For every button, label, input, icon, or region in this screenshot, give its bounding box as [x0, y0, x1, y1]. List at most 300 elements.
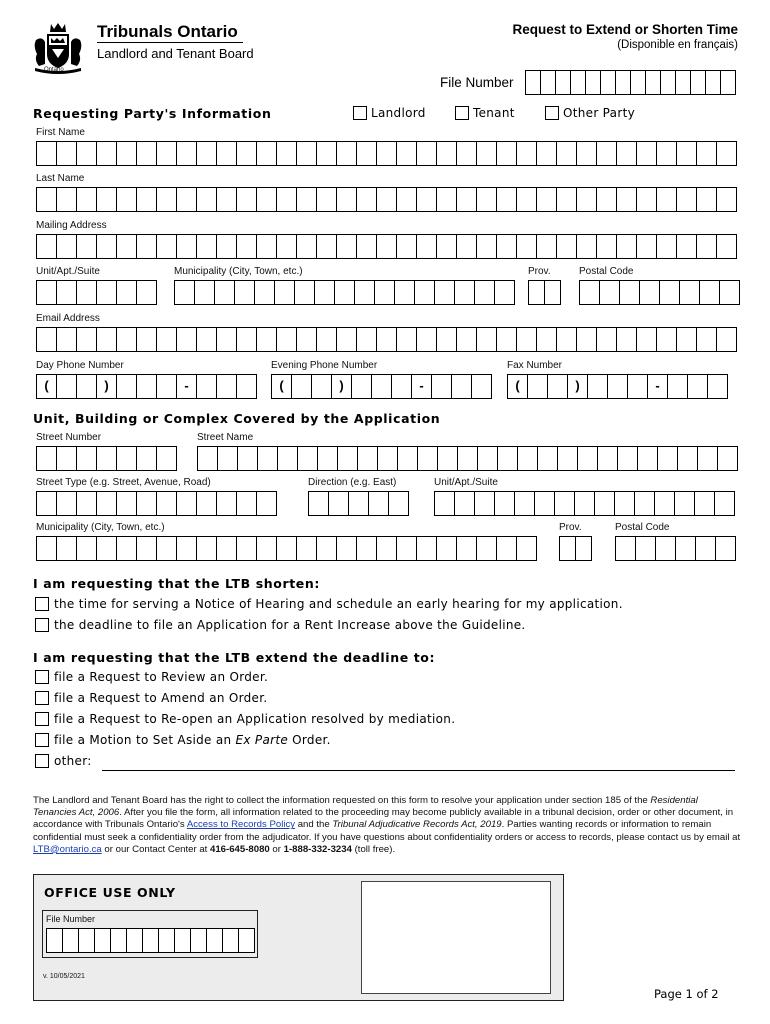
char-box[interactable] — [117, 141, 137, 166]
extend-review-checkbox[interactable] — [35, 670, 49, 684]
char-box[interactable] — [237, 327, 257, 352]
char-box[interactable] — [97, 327, 117, 352]
char-box[interactable] — [157, 446, 177, 471]
char-box[interactable] — [601, 70, 616, 95]
char-box[interactable] — [318, 446, 338, 471]
char-box[interactable] — [535, 491, 555, 516]
char-box[interactable] — [518, 446, 538, 471]
char-box[interactable] — [677, 187, 697, 212]
char-box[interactable] — [157, 327, 177, 352]
char-box[interactable] — [157, 491, 177, 516]
char-box[interactable] — [298, 446, 318, 471]
char-box[interactable] — [277, 327, 297, 352]
char-box[interactable] — [297, 141, 317, 166]
char-box[interactable] — [57, 327, 77, 352]
phone-dash[interactable]: - — [648, 374, 668, 399]
prov-field[interactable] — [528, 280, 561, 305]
area-code-close-paren[interactable]: ) — [97, 374, 117, 399]
char-box[interactable] — [257, 234, 277, 259]
area-code-close-paren[interactable]: ) — [568, 374, 588, 399]
char-box[interactable] — [457, 536, 477, 561]
shorten-notice-checkbox[interactable] — [35, 597, 49, 611]
char-box[interactable] — [197, 234, 217, 259]
char-box[interactable] — [537, 234, 557, 259]
phone-dash[interactable]: - — [412, 374, 432, 399]
char-box[interactable] — [297, 234, 317, 259]
char-box[interactable] — [315, 280, 335, 305]
char-box[interactable] — [437, 187, 457, 212]
char-box[interactable] — [57, 491, 77, 516]
char-box[interactable] — [477, 327, 497, 352]
char-box[interactable] — [517, 187, 537, 212]
char-box[interactable] — [616, 536, 636, 561]
char-box[interactable] — [297, 327, 317, 352]
char-box[interactable] — [378, 446, 398, 471]
char-box[interactable] — [618, 446, 638, 471]
char-box[interactable] — [218, 446, 238, 471]
char-box[interactable] — [77, 187, 97, 212]
char-box[interactable] — [157, 374, 177, 399]
char-box[interactable] — [215, 280, 235, 305]
char-box[interactable] — [97, 187, 117, 212]
char-box[interactable] — [397, 327, 417, 352]
char-box[interactable] — [418, 446, 438, 471]
last-name-field[interactable] — [36, 187, 737, 212]
char-box[interactable] — [317, 327, 337, 352]
char-box[interactable] — [708, 374, 728, 399]
char-box[interactable] — [238, 446, 258, 471]
char-box[interactable] — [337, 187, 357, 212]
char-box[interactable] — [137, 374, 157, 399]
char-box[interactable] — [577, 234, 597, 259]
char-box[interactable] — [695, 491, 715, 516]
char-box[interactable] — [197, 536, 217, 561]
char-box[interactable] — [475, 491, 495, 516]
char-box[interactable] — [117, 234, 137, 259]
char-box[interactable] — [237, 187, 257, 212]
char-box[interactable] — [57, 234, 77, 259]
char-box[interactable] — [191, 928, 207, 953]
char-box[interactable] — [37, 187, 57, 212]
char-box[interactable] — [377, 187, 397, 212]
char-box[interactable] — [660, 280, 680, 305]
char-box[interactable] — [37, 536, 57, 561]
char-box[interactable] — [338, 446, 358, 471]
char-box[interactable] — [237, 234, 257, 259]
char-box[interactable] — [472, 374, 492, 399]
char-box[interactable] — [77, 280, 97, 305]
char-box[interactable] — [457, 234, 477, 259]
char-box[interactable] — [698, 446, 718, 471]
char-box[interactable] — [157, 141, 177, 166]
char-box[interactable] — [397, 141, 417, 166]
char-box[interactable] — [177, 491, 197, 516]
office-file-number-field[interactable] — [46, 928, 255, 953]
char-box[interactable] — [580, 280, 600, 305]
char-box[interactable] — [637, 234, 657, 259]
char-box[interactable] — [577, 327, 597, 352]
char-box[interactable] — [57, 536, 77, 561]
char-box[interactable] — [37, 234, 57, 259]
char-box[interactable] — [37, 327, 57, 352]
char-box[interactable] — [275, 280, 295, 305]
char-box[interactable] — [578, 446, 598, 471]
char-box[interactable] — [177, 141, 197, 166]
char-box[interactable] — [597, 187, 617, 212]
char-box[interactable] — [715, 491, 735, 516]
char-box[interactable] — [217, 536, 237, 561]
char-box[interactable] — [117, 187, 137, 212]
char-box[interactable] — [696, 536, 716, 561]
char-box[interactable] — [597, 141, 617, 166]
char-box[interactable] — [586, 70, 601, 95]
char-box[interactable] — [278, 446, 298, 471]
char-box[interactable] — [237, 536, 257, 561]
tenant-checkbox[interactable] — [455, 106, 469, 120]
char-box[interactable] — [435, 280, 455, 305]
char-box[interactable] — [717, 187, 737, 212]
char-box[interactable] — [676, 70, 691, 95]
char-box[interactable] — [177, 187, 197, 212]
char-box[interactable] — [638, 446, 658, 471]
char-box[interactable] — [697, 327, 717, 352]
char-box[interactable] — [497, 536, 517, 561]
email-field[interactable] — [36, 327, 737, 352]
char-box[interactable] — [77, 491, 97, 516]
char-box[interactable] — [177, 234, 197, 259]
char-box[interactable] — [137, 446, 157, 471]
char-box[interactable] — [721, 70, 736, 95]
char-box[interactable] — [111, 928, 127, 953]
char-box[interactable] — [77, 536, 97, 561]
char-box[interactable] — [337, 234, 357, 259]
char-box[interactable] — [437, 327, 457, 352]
char-box[interactable] — [478, 446, 498, 471]
char-box[interactable] — [397, 187, 417, 212]
char-box[interactable] — [97, 280, 117, 305]
char-box[interactable] — [617, 327, 637, 352]
char-box[interactable] — [277, 536, 297, 561]
char-box[interactable] — [557, 141, 577, 166]
char-box[interactable] — [57, 141, 77, 166]
char-box[interactable] — [357, 536, 377, 561]
char-box[interactable] — [137, 187, 157, 212]
char-box[interactable] — [597, 234, 617, 259]
char-box[interactable] — [438, 446, 458, 471]
char-box[interactable] — [637, 187, 657, 212]
char-box[interactable] — [177, 327, 197, 352]
char-box[interactable] — [435, 491, 455, 516]
char-box[interactable] — [235, 280, 255, 305]
char-box[interactable] — [717, 234, 737, 259]
char-box[interactable] — [377, 141, 397, 166]
char-box[interactable] — [700, 280, 720, 305]
char-box[interactable] — [555, 491, 575, 516]
char-box[interactable] — [437, 536, 457, 561]
char-box[interactable] — [377, 234, 397, 259]
char-box[interactable] — [631, 70, 646, 95]
evening-phone-field[interactable] — [271, 374, 492, 399]
other-party-checkbox[interactable] — [545, 106, 559, 120]
char-box[interactable] — [455, 280, 475, 305]
char-box[interactable] — [317, 187, 337, 212]
char-box[interactable] — [541, 70, 556, 95]
char-box[interactable] — [635, 491, 655, 516]
char-box[interactable] — [137, 536, 157, 561]
char-box[interactable] — [397, 234, 417, 259]
unit-municipality-field[interactable] — [36, 536, 537, 561]
char-box[interactable] — [358, 446, 378, 471]
char-box[interactable] — [237, 374, 257, 399]
char-box[interactable] — [477, 187, 497, 212]
char-box[interactable] — [697, 187, 717, 212]
unit-apt-field[interactable] — [434, 491, 735, 516]
char-box[interactable] — [77, 327, 97, 352]
char-box[interactable] — [392, 374, 412, 399]
char-box[interactable] — [157, 536, 177, 561]
char-box[interactable] — [77, 234, 97, 259]
char-box[interactable] — [716, 536, 736, 561]
char-box[interactable] — [57, 446, 77, 471]
char-box[interactable] — [575, 491, 595, 516]
char-box[interactable] — [157, 187, 177, 212]
char-box[interactable] — [159, 928, 175, 953]
landlord-checkbox[interactable] — [353, 106, 367, 120]
char-box[interactable] — [608, 374, 628, 399]
char-box[interactable] — [497, 187, 517, 212]
char-box[interactable] — [455, 491, 475, 516]
access-to-records-policy-link[interactable]: Access to Records Policy — [186, 819, 296, 831]
char-box[interactable] — [640, 280, 660, 305]
char-box[interactable] — [571, 70, 586, 95]
char-box[interactable] — [258, 446, 278, 471]
char-box[interactable] — [557, 327, 577, 352]
char-box[interactable] — [477, 536, 497, 561]
char-box[interactable] — [377, 536, 397, 561]
char-box[interactable] — [397, 536, 417, 561]
char-box[interactable] — [97, 234, 117, 259]
char-box[interactable] — [77, 374, 97, 399]
char-box[interactable] — [257, 536, 277, 561]
char-box[interactable] — [661, 70, 676, 95]
char-box[interactable] — [656, 536, 676, 561]
char-box[interactable] — [678, 446, 698, 471]
char-box[interactable] — [457, 327, 477, 352]
char-box[interactable] — [97, 141, 117, 166]
postal-code-field[interactable] — [579, 280, 740, 305]
char-box[interactable] — [217, 374, 237, 399]
area-code-open-paren[interactable]: ( — [508, 374, 528, 399]
char-box[interactable] — [706, 70, 721, 95]
unit-prov-field[interactable] — [559, 536, 592, 561]
char-box[interactable] — [375, 280, 395, 305]
char-box[interactable] — [620, 280, 640, 305]
char-box[interactable] — [600, 280, 620, 305]
char-box[interactable] — [197, 491, 217, 516]
char-box[interactable] — [97, 491, 117, 516]
char-box[interactable] — [335, 280, 355, 305]
char-box[interactable] — [537, 187, 557, 212]
char-box[interactable] — [718, 446, 738, 471]
char-box[interactable] — [207, 928, 223, 953]
extend-motion-checkbox[interactable] — [35, 733, 49, 747]
char-box[interactable] — [197, 327, 217, 352]
char-box[interactable] — [295, 280, 315, 305]
char-box[interactable] — [398, 446, 418, 471]
char-box[interactable] — [477, 141, 497, 166]
char-box[interactable] — [239, 928, 255, 953]
char-box[interactable] — [497, 327, 517, 352]
char-box[interactable] — [617, 187, 637, 212]
char-box[interactable] — [357, 234, 377, 259]
char-box[interactable] — [255, 280, 275, 305]
char-box[interactable] — [691, 70, 706, 95]
char-box[interactable] — [417, 141, 437, 166]
char-box[interactable] — [37, 491, 57, 516]
char-box[interactable] — [177, 536, 197, 561]
char-box[interactable] — [657, 234, 677, 259]
day-phone-field[interactable] — [36, 374, 257, 399]
char-box[interactable] — [537, 327, 557, 352]
extend-amend-checkbox[interactable] — [35, 691, 49, 705]
char-box[interactable] — [538, 446, 558, 471]
char-box[interactable] — [556, 70, 571, 95]
char-box[interactable] — [557, 234, 577, 259]
area-code-open-paren[interactable]: ( — [37, 374, 57, 399]
street-type-field[interactable] — [36, 491, 277, 516]
char-box[interactable] — [198, 446, 218, 471]
char-box[interactable] — [317, 141, 337, 166]
char-box[interactable] — [37, 141, 57, 166]
char-box[interactable] — [97, 446, 117, 471]
char-box[interactable] — [137, 327, 157, 352]
char-box[interactable] — [47, 928, 63, 953]
char-box[interactable] — [517, 536, 537, 561]
char-box[interactable] — [117, 280, 137, 305]
char-box[interactable] — [257, 141, 277, 166]
char-box[interactable] — [498, 446, 518, 471]
char-box[interactable] — [175, 928, 191, 953]
street-number-field[interactable] — [36, 446, 177, 471]
char-box[interactable] — [517, 234, 537, 259]
char-box[interactable] — [537, 141, 557, 166]
char-box[interactable] — [717, 141, 737, 166]
char-box[interactable] — [617, 234, 637, 259]
char-box[interactable] — [117, 374, 137, 399]
char-box[interactable] — [257, 491, 277, 516]
char-box[interactable] — [526, 70, 541, 95]
char-box[interactable] — [157, 234, 177, 259]
char-box[interactable] — [117, 491, 137, 516]
char-box[interactable] — [117, 327, 137, 352]
char-box[interactable] — [137, 141, 157, 166]
area-code-close-paren[interactable]: ) — [332, 374, 352, 399]
char-box[interactable] — [437, 141, 457, 166]
char-box[interactable] — [217, 234, 237, 259]
char-box[interactable] — [217, 141, 237, 166]
char-box[interactable] — [528, 374, 548, 399]
char-box[interactable] — [680, 280, 700, 305]
char-box[interactable] — [497, 234, 517, 259]
char-box[interactable] — [257, 187, 277, 212]
char-box[interactable] — [217, 491, 237, 516]
char-box[interactable] — [475, 280, 495, 305]
char-box[interactable] — [598, 446, 618, 471]
char-box[interactable] — [676, 536, 696, 561]
char-box[interactable] — [497, 141, 517, 166]
char-box[interactable] — [277, 234, 297, 259]
char-box[interactable] — [57, 374, 77, 399]
char-box[interactable] — [577, 141, 597, 166]
char-box[interactable] — [597, 327, 617, 352]
char-box[interactable] — [697, 141, 717, 166]
unit-postal-code-field[interactable] — [615, 536, 736, 561]
char-box[interactable] — [57, 280, 77, 305]
char-box[interactable] — [616, 70, 631, 95]
char-box[interactable] — [237, 141, 257, 166]
char-box[interactable] — [195, 280, 215, 305]
char-box[interactable] — [577, 187, 597, 212]
char-box[interactable] — [517, 141, 537, 166]
char-box[interactable] — [657, 327, 677, 352]
phone-dash[interactable]: - — [177, 374, 197, 399]
char-box[interactable] — [117, 536, 137, 561]
char-box[interactable] — [297, 187, 317, 212]
char-box[interactable] — [657, 141, 677, 166]
char-box[interactable] — [357, 327, 377, 352]
char-box[interactable] — [137, 280, 157, 305]
char-box[interactable] — [257, 327, 277, 352]
char-box[interactable] — [415, 280, 435, 305]
char-box[interactable] — [377, 327, 397, 352]
char-box[interactable] — [329, 491, 349, 516]
char-box[interactable] — [646, 70, 661, 95]
char-box[interactable] — [223, 928, 239, 953]
char-box[interactable] — [79, 928, 95, 953]
mailing-address-field[interactable] — [36, 234, 737, 259]
char-box[interactable] — [357, 141, 377, 166]
char-box[interactable] — [529, 280, 545, 305]
char-box[interactable] — [576, 536, 592, 561]
char-box[interactable] — [237, 491, 257, 516]
char-box[interactable] — [655, 491, 675, 516]
char-box[interactable] — [677, 234, 697, 259]
first-name-field[interactable] — [36, 141, 737, 166]
ltb-email-link[interactable]: LTB@ontario.ca — [33, 843, 102, 855]
char-box[interactable] — [317, 234, 337, 259]
extend-other-checkbox[interactable] — [35, 754, 49, 768]
char-box[interactable] — [668, 374, 688, 399]
char-box[interactable] — [372, 374, 392, 399]
char-box[interactable] — [175, 280, 195, 305]
char-box[interactable] — [657, 187, 677, 212]
char-box[interactable] — [117, 446, 137, 471]
char-box[interactable] — [217, 327, 237, 352]
char-box[interactable] — [292, 374, 312, 399]
char-box[interactable] — [349, 491, 369, 516]
char-box[interactable] — [688, 374, 708, 399]
char-box[interactable] — [197, 141, 217, 166]
char-box[interactable] — [675, 491, 695, 516]
char-box[interactable] — [588, 374, 608, 399]
char-box[interactable] — [417, 234, 437, 259]
char-box[interactable] — [63, 928, 79, 953]
char-box[interactable] — [545, 280, 561, 305]
char-box[interactable] — [717, 327, 737, 352]
char-box[interactable] — [658, 446, 678, 471]
char-box[interactable] — [515, 491, 535, 516]
char-box[interactable] — [457, 187, 477, 212]
